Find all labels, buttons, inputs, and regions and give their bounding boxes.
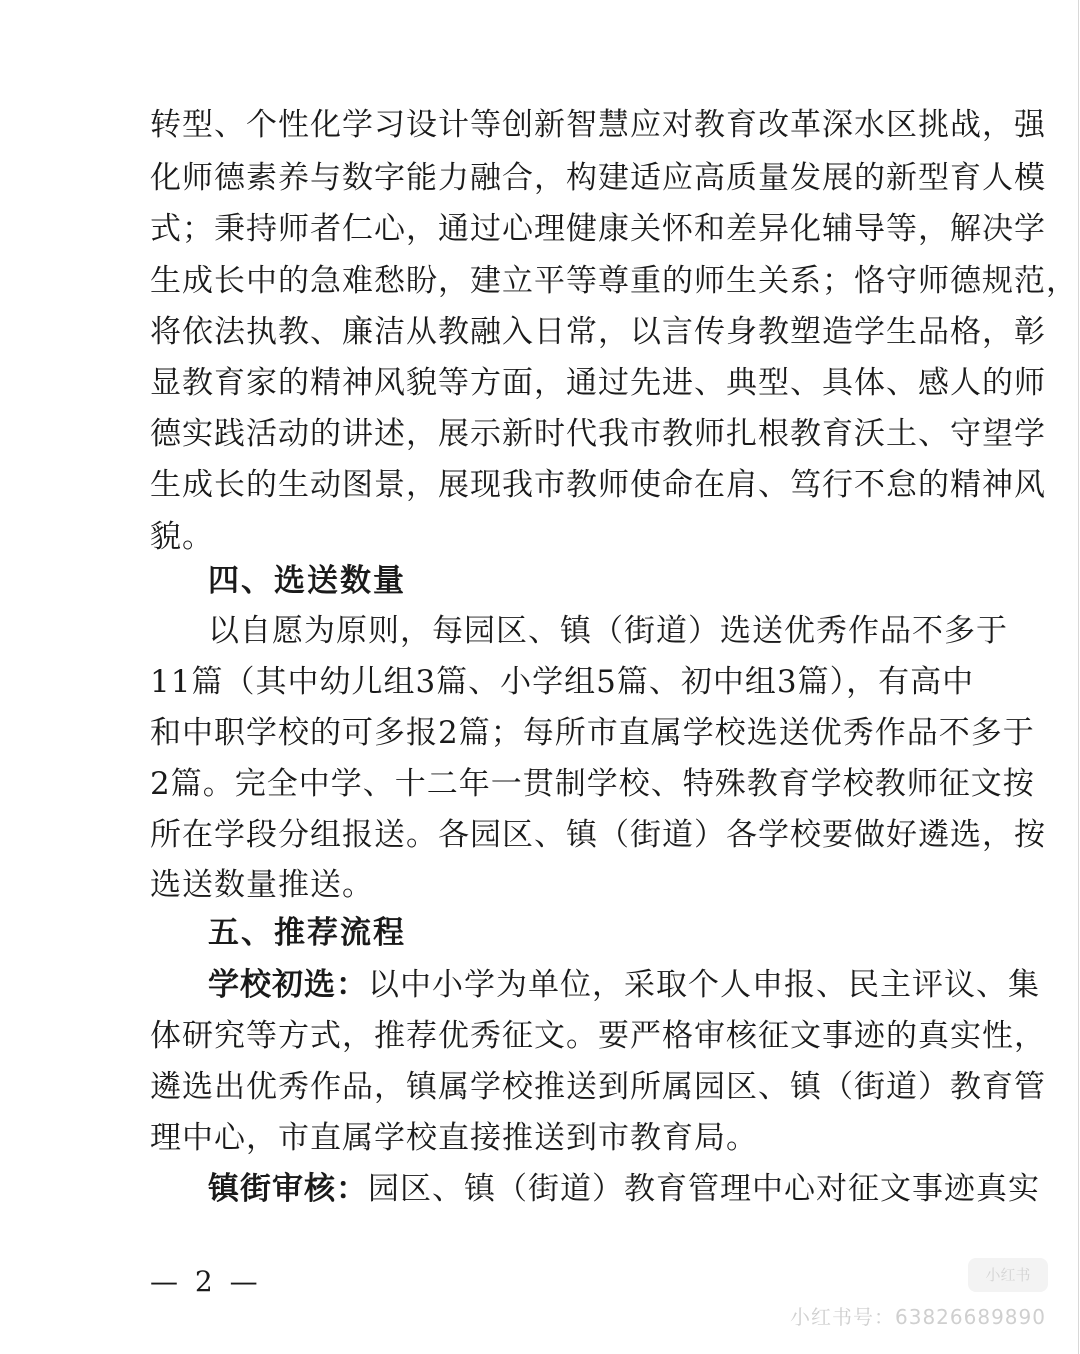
page-edge-line bbox=[1078, 0, 1079, 1354]
watermark-id: 小红书号：63826689890 bbox=[790, 1305, 1046, 1329]
paragraph-line: 理中心，市直属学校直接推送到市教育局。 bbox=[150, 1120, 758, 1156]
paragraph-line: 德实践活动的讲述，展示新时代我市教师扎根教育沃土、守望学 bbox=[150, 416, 1046, 452]
paragraph-line: 体研究等方式，推荐优秀征文。要严格审核征文事迹的真实性， bbox=[150, 1018, 1046, 1054]
town-review-label: 镇街审核： bbox=[208, 1171, 368, 1207]
paragraph-line: 生成长中的急难愁盼，建立平等尊重的师生关系；恪守师德规范， bbox=[150, 263, 1078, 299]
paragraph-line: 貌。 bbox=[150, 519, 214, 555]
paragraph-line-school-selection bbox=[208, 960, 1040, 1010]
paragraph-line: 所在学段分组报送。各园区、镇（街道）各学校要做好遴选，按 bbox=[150, 817, 1046, 853]
school-selection-label: 学校初选： bbox=[208, 967, 368, 1003]
paragraph-line: 显教育家的精神风貌等方面，通过先进、典型、具体、感人的师 bbox=[150, 365, 1046, 401]
paragraph-line: 和中职学校的可多报2篇；每所市直属学校选送优秀作品不多于 bbox=[150, 715, 1035, 751]
paragraph-line: 式；秉持师者仁心，通过心理健康关怀和差异化辅导等，解决学 bbox=[150, 211, 1046, 247]
paragraph-line-town-review bbox=[208, 1164, 1040, 1214]
paragraph-line: 将依法执教、廉洁从教融入日常，以言传身教塑造学生品格，彰 bbox=[150, 314, 1046, 350]
paragraph-line: 选送数量推送。 bbox=[150, 867, 374, 903]
watermark-logo: 小红书 bbox=[968, 1258, 1048, 1292]
paragraph-line: 2篇。完全中学、十二年一贯制学校、特殊教育学校教师征文按 bbox=[150, 766, 1035, 802]
section-heading-quantity: 四、选送数量 bbox=[208, 563, 406, 599]
paragraph-line: 生成长的生动图景，展现我市教师使命在肩、笃行不怠的精神风 bbox=[150, 467, 1046, 503]
section-heading-process: 五、推荐流程 bbox=[208, 915, 406, 951]
paragraph-line: 化师德素养与数字能力融合，构建适应高质量发展的新型育人模 bbox=[150, 160, 1046, 196]
paragraph-line: 遴选出优秀作品，镇属学校推送到所属园区、镇（街道）教育管 bbox=[150, 1069, 1046, 1105]
paragraph-line: 11篇（其中幼儿组3篇、小学组5篇、初中组3篇），有高中 bbox=[150, 664, 975, 700]
paragraph-line: 转型、个性化学习设计等创新智慧应对教育改革深水区挑战，强 bbox=[150, 107, 1046, 143]
page-number: — 2 — bbox=[150, 1265, 262, 1298]
paragraph-line: 以自愿为原则，每园区、镇（街道）选送优秀作品不多于 bbox=[208, 613, 1008, 649]
school-selection-text: 以中小学为单位，采取个人申报、民主评议、集 bbox=[368, 967, 1040, 1003]
town-review-text: 园区、镇（街道）教育管理中心对征文事迹真实 bbox=[368, 1171, 1040, 1207]
